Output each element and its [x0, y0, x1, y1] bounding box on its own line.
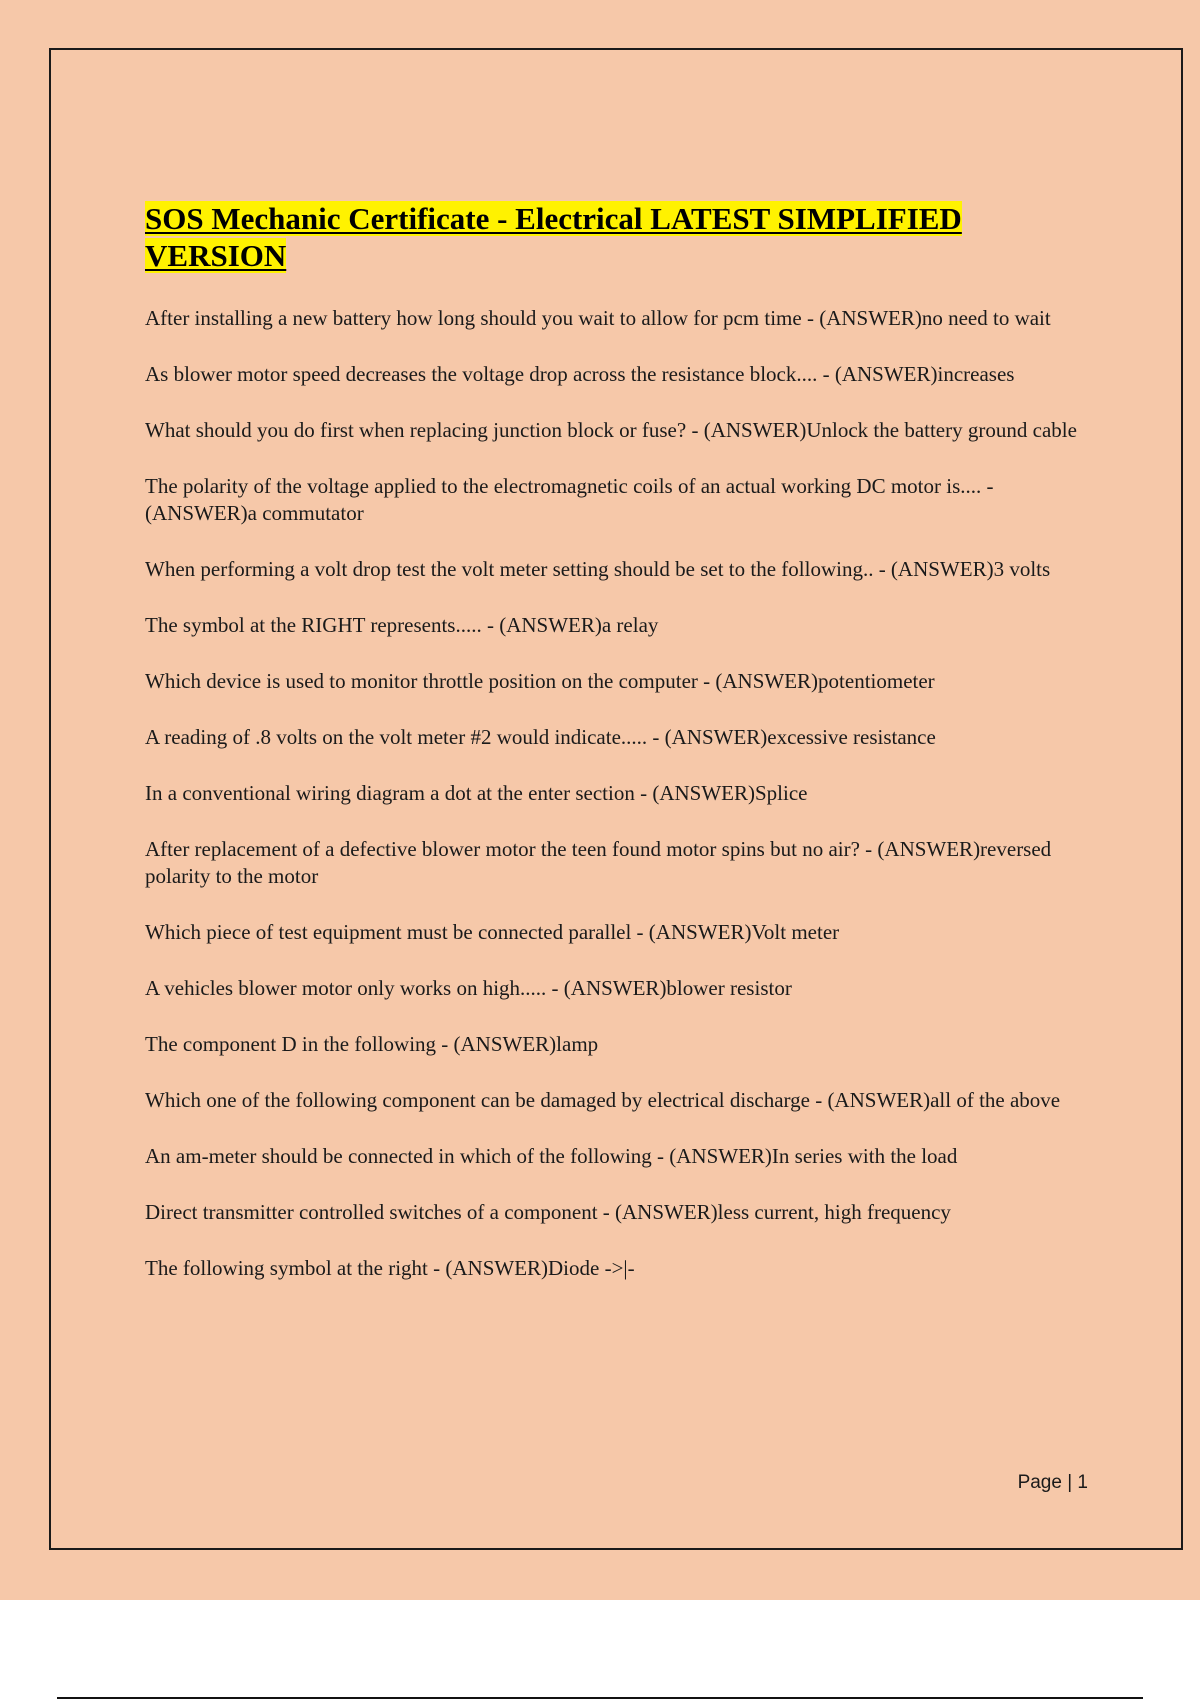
qa-item: The following symbol at the right - (ANSWER)Diode ->|- — [145, 1256, 635, 1280]
page-number: Page | 1 — [1017, 1472, 1088, 1493]
qa-item: When performing a volt drop test the volt meter setting should be set to the following.. - (ANSWER)3 volts — [145, 557, 1051, 581]
document-title: SOS Mechanic Certificate - Electrical LATEST SIMPLIFIED VERSION — [145, 201, 962, 273]
qa-item: Which one of the following component can be damaged by electrical discharge - (ANSWER)all of the above — [145, 1088, 1061, 1112]
qa-item: After installing a new battery how long should you wait to allow for pcm time - (ANSWER)no need to wait — [145, 306, 1051, 330]
qa-item: A reading of .8 volts on the volt meter #2 would indicate..... - (ANSWER)excessive resistance — [145, 725, 936, 749]
qa-item: A vehicles blower motor only works on high..... - (ANSWER)blower resistor — [145, 976, 792, 1000]
qa-item: What should you do first when replacing junction block or fuse? - (ANSWER)Unlock the battery ground cable — [145, 418, 1077, 442]
qa-item: Which piece of test equipment must be connected parallel - (ANSWER)Volt meter — [145, 920, 840, 944]
question-answer-list — [145, 305, 1090, 1311]
qa-item: The component D in the following - (ANSWER)lamp — [145, 1032, 599, 1056]
qa-item: As blower motor speed decreases the voltage drop across the resistance block.... - (ANSWER)increases — [145, 362, 1015, 386]
qa-item: The symbol at the RIGHT represents..... - (ANSWER)a relay — [145, 613, 659, 637]
qa-item: The polarity of the voltage applied to the electromagnetic coils of an actual working DC motor is.... - (ANSWER)a commutator — [145, 474, 994, 525]
footer-divider — [57, 1697, 1143, 1699]
qa-item: After replacement of a defective blower motor the teen found motor spins but no air? - (ANSWER)reversed polarity to the motor — [145, 837, 1052, 888]
qa-item: Which device is used to monitor throttle position on the computer - (ANSWER)potentiometer — [145, 669, 935, 693]
qa-item: Direct transmitter controlled switches of a component - (ANSWER)less current, high frequency — [145, 1200, 951, 1224]
qa-item: An am-meter should be connected in which of the following - (ANSWER)In series with the load — [145, 1144, 958, 1168]
qa-item: In a conventional wiring diagram a dot at the enter section - (ANSWER)Splice — [145, 781, 808, 805]
